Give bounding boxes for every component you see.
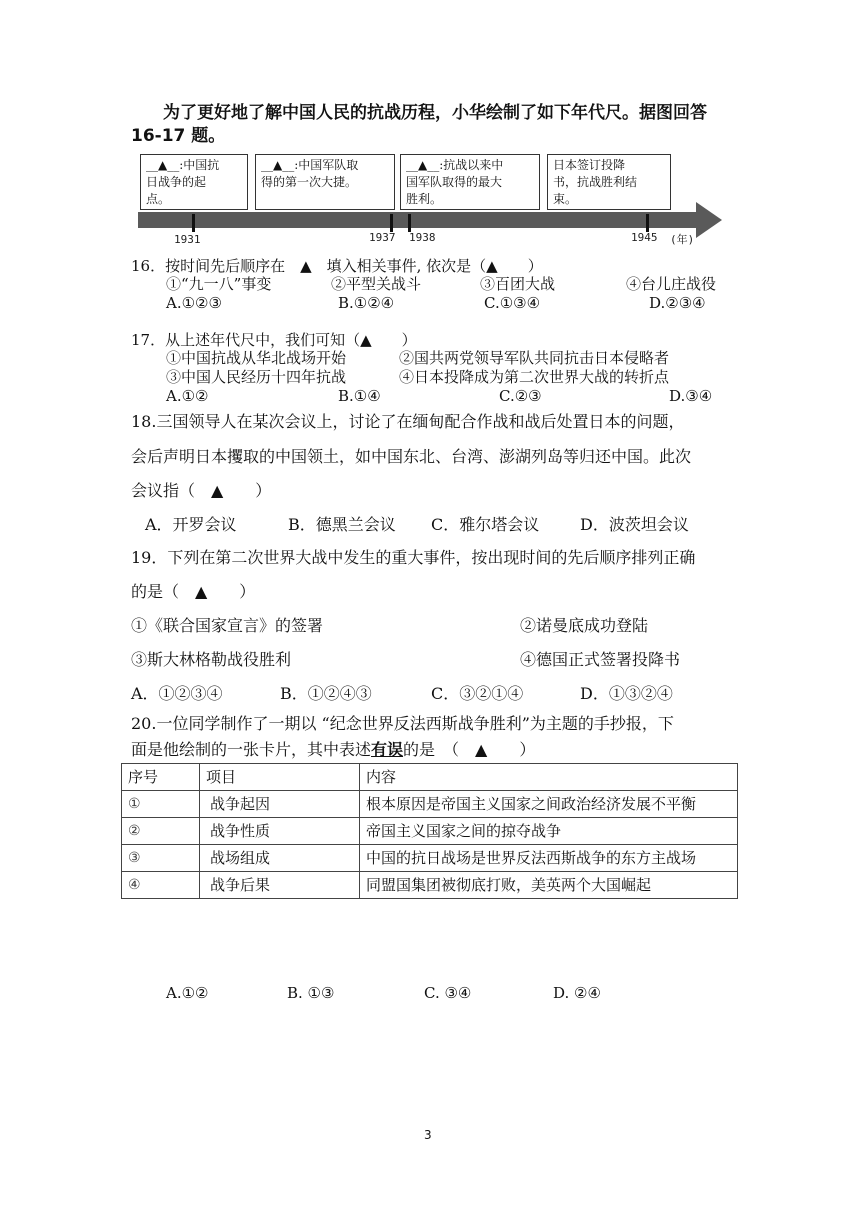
q16-opt-1: ①“九一八”事变 xyxy=(166,275,272,293)
q19-answer-c: C．③②①④ xyxy=(431,684,524,703)
box3-line2: 国军队取得的最大 xyxy=(406,175,503,189)
timeline-box-1938 xyxy=(400,154,540,210)
q20-answer-c: C. ③④ xyxy=(424,984,472,1002)
row-item: 战争后果 xyxy=(200,872,360,899)
q19-opt-2: ②诺曼底成功登陆 xyxy=(520,616,649,635)
q19-opt-3: ③斯大林格勒战役胜利 xyxy=(131,650,292,669)
q17-answer-d: D.③④ xyxy=(669,387,713,405)
q20-emphasis-error: 有误 xyxy=(371,740,404,759)
timeline-box-1931 xyxy=(140,154,248,210)
q20-answer-b: B. ①③ xyxy=(287,984,335,1002)
timeline-box-1937 xyxy=(255,154,395,210)
row-num: ① xyxy=(122,791,200,818)
box3-line3: 胜利。 xyxy=(406,192,443,206)
q19-line2: 的是（ ▲ ） xyxy=(131,582,256,601)
q17-opt-3: ③中国人民经历十四年抗战 xyxy=(166,368,347,386)
q17-answer-b: B.①④ xyxy=(338,387,381,405)
q16-answer-a: A.①②③ xyxy=(166,294,222,312)
q18-answer-d: D．波茨坦会议 xyxy=(580,515,689,534)
q16-opt-4: ④台儿庄战役 xyxy=(626,275,717,293)
q17-answer-c: C.②③ xyxy=(499,387,542,405)
q17-opt-4: ④日本投降成为第二次世界大战的转折点 xyxy=(399,368,670,386)
row-content: 同盟国集团被彻底打败，美英两个大国崛起 xyxy=(360,872,738,899)
q16-answer-c: C.①③④ xyxy=(484,294,541,312)
year-1937: 1937 xyxy=(369,231,396,244)
q17-stem: 17．从上述年代尺中，我们可知（▲ ） xyxy=(131,331,417,349)
year-unit: (年) xyxy=(670,233,695,246)
table-header-row xyxy=(122,764,738,791)
row-num: ③ xyxy=(122,845,200,872)
timeline-box-1945 xyxy=(547,154,671,210)
q20-answer-d: D. ②④ xyxy=(553,984,601,1002)
q18-line2: 会后声明日本攫取的中国领土，如中国东北、台湾、澎湖列岛等归还中国。此次 xyxy=(131,447,692,466)
box4-line1: 日本签订投降 xyxy=(553,158,626,172)
row-content: 中国的抗日战场是世界反法西斯战争的东方主战场 xyxy=(360,845,738,872)
header-content: 内容 xyxy=(360,764,738,791)
q18-answer-c: C．雅尔塔会议 xyxy=(431,515,540,534)
year-1938: 1938 xyxy=(409,231,436,244)
row-item: 战争起因 xyxy=(200,791,360,818)
q19-answer-b: B．①②④③ xyxy=(280,684,372,703)
q20-line2-suffix: 的是 （ ▲ ） xyxy=(403,740,536,759)
q20-line2-prefix: 面是他绘制的一张卡片，其中表述 xyxy=(131,740,372,759)
intro-line1: 为了更好地了解中国人民的抗战历程，小华绘制了如下年代尺。据图回答 xyxy=(163,103,707,123)
table-row xyxy=(122,791,738,818)
header-item: 项目 xyxy=(200,764,360,791)
tick-1945 xyxy=(646,214,649,232)
box4-line2: 书，抗战胜利结 xyxy=(553,175,638,189)
q17-answer-a: A.①② xyxy=(166,387,209,405)
q19-opt-1: ①《联合国家宣言》的签署 xyxy=(131,616,324,635)
q16-answer-d: D.②③④ xyxy=(649,294,706,312)
q20-card-table xyxy=(121,763,738,899)
box4-line3: 束。 xyxy=(553,192,578,206)
intro-line2: 16-17 题。 xyxy=(131,126,226,146)
tick-1931 xyxy=(192,214,195,232)
q19-answer-a: A．①②③④ xyxy=(131,684,223,703)
q16-opt-2: ②平型关战斗 xyxy=(331,275,422,293)
row-item: 战场组成 xyxy=(200,845,360,872)
table-row xyxy=(122,872,738,899)
row-num: ④ xyxy=(122,872,200,899)
year-1945: 1945 xyxy=(631,231,658,244)
q18-answer-b: B．德黑兰会议 xyxy=(288,515,396,534)
year-1931: 1931 xyxy=(174,233,201,246)
q20-line1: 20.一位同学制作了一期以 “纪念世界反法西斯战争胜利”为主题的手抄报，下 xyxy=(131,714,674,733)
row-item: 战争性质 xyxy=(200,818,360,845)
tick-1938 xyxy=(408,214,411,232)
q19-answer-d: D．①③②④ xyxy=(580,684,673,703)
box2-line1: __▲__:中国军队取 xyxy=(261,158,359,172)
q20-line2 xyxy=(131,739,535,761)
box1-line1: __▲__:中国抗 xyxy=(146,158,220,172)
q19-line1: 19．下列在第二次世界大战中发生的重大事件，按出现时间的先后顺序排列正确 xyxy=(131,548,696,567)
box1-line2: 日战争的起 xyxy=(146,175,207,189)
q17-opt-2: ②国共两党领导军队共同抗击日本侵略者 xyxy=(399,349,670,367)
box2-line2: 得的第一次大捷。 xyxy=(261,175,358,189)
box3-line1: __▲__:抗战以来中 xyxy=(406,158,504,172)
q20-answer-a: A.①② xyxy=(166,984,209,1002)
table-row xyxy=(122,845,738,872)
q18-line1: 18.三国领导人在某次会议上，讨论了在缅甸配合作战和战后处置日本的问题， xyxy=(131,412,685,431)
tick-1937 xyxy=(390,214,393,232)
table-row xyxy=(122,818,738,845)
row-num: ② xyxy=(122,818,200,845)
box1-line3: 点。 xyxy=(146,192,171,206)
q18-answer-a: A．开罗会议 xyxy=(145,515,237,534)
q18-line3: 会议指（ ▲ ） xyxy=(131,481,272,500)
row-content: 帝国主义国家之间的掠夺战争 xyxy=(360,818,738,845)
header-num: 序号 xyxy=(122,764,200,791)
q19-opt-4: ④德国正式签署投降书 xyxy=(520,650,681,669)
q16-opt-3: ③百团大战 xyxy=(480,275,556,293)
q16-stem: 16．按时间先后顺序在 ▲ 填入相关事件, 依次是（▲ ） xyxy=(131,257,543,275)
q16-answer-b: B.①②④ xyxy=(338,294,395,312)
page-number: 3 xyxy=(424,1128,432,1142)
row-content: 根本原因是帝国主义国家之间政治经济发展不平衡 xyxy=(360,791,738,818)
q17-opt-1: ①中国抗战从华北战场开始 xyxy=(166,349,347,367)
